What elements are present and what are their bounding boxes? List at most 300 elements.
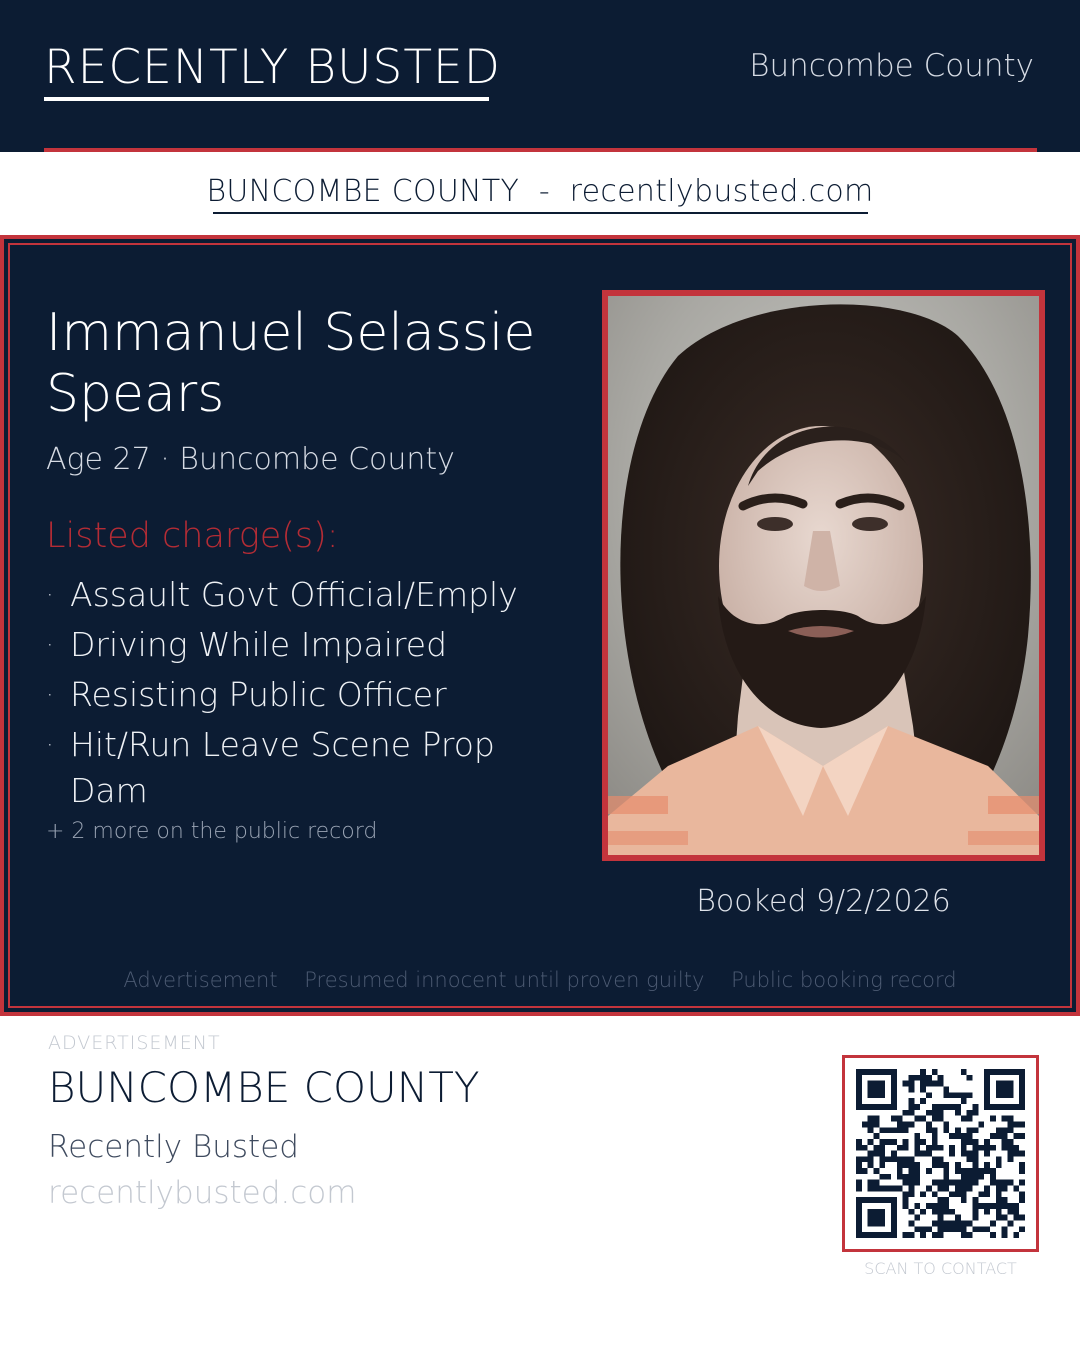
qr-module (920, 1098, 926, 1104)
qr-module (938, 1209, 944, 1215)
qr-module (932, 1133, 938, 1139)
charges-list (46, 572, 566, 818)
qr-code[interactable] (842, 1055, 1039, 1252)
qr-module (891, 1203, 897, 1209)
qr-module (984, 1203, 990, 1209)
qr-module (903, 1081, 909, 1087)
qr-module (926, 1081, 932, 1087)
qr-module (943, 1186, 949, 1192)
charge-item (46, 622, 566, 668)
bullet-icon: · (46, 731, 54, 759)
qr-module (862, 1156, 868, 1162)
qr-module (967, 1110, 973, 1116)
qr-module (856, 1215, 862, 1221)
qr-module (1019, 1168, 1025, 1174)
disclaimers (4, 968, 1076, 992)
qr-module (984, 1209, 990, 1215)
qr-module (973, 1180, 979, 1186)
qr-module (996, 1209, 1002, 1215)
qr-module (990, 1133, 996, 1139)
qr-module (856, 1139, 862, 1145)
qr-module (862, 1104, 868, 1110)
qr-module (920, 1139, 926, 1145)
qr-module (1019, 1191, 1025, 1197)
qr-module (949, 1226, 955, 1232)
qr-module (903, 1127, 909, 1133)
qr-module (891, 1221, 897, 1227)
qr-module (903, 1121, 909, 1127)
qr-module (973, 1145, 979, 1151)
qr-module (932, 1139, 938, 1145)
qr-module (967, 1133, 973, 1139)
brand-title[interactable]: RECENTLY BUSTED (44, 40, 501, 95)
qr-module (1019, 1075, 1025, 1081)
qr-module (949, 1151, 955, 1157)
qr-module (949, 1133, 955, 1139)
brand-underline (44, 97, 489, 101)
charge-item (46, 572, 566, 618)
booked-date: Booked 9/2/2026 (696, 884, 951, 919)
qr-module (897, 1116, 903, 1122)
charge-item (46, 722, 566, 814)
qr-module (897, 1127, 903, 1133)
qr-module (932, 1104, 938, 1110)
qr-module (1019, 1104, 1025, 1110)
qr-module (891, 1186, 897, 1192)
qr-module (908, 1221, 914, 1227)
qr-module (873, 1069, 879, 1075)
qr-module (926, 1075, 932, 1081)
qr-module (897, 1174, 903, 1180)
qr-module (873, 1221, 879, 1227)
qr-module (943, 1127, 949, 1133)
qr-module (885, 1069, 891, 1075)
qr-module (926, 1203, 932, 1209)
disclaimer-advertisement: Advertisement (123, 968, 278, 992)
qr-module (984, 1145, 990, 1151)
qr-module (885, 1139, 891, 1145)
qr-module (1019, 1162, 1025, 1168)
qr-module (891, 1081, 897, 1087)
qr-module (891, 1156, 897, 1162)
qr-module (1019, 1092, 1025, 1098)
qr-module (984, 1139, 990, 1145)
qr-module (1013, 1186, 1019, 1192)
qr-module (1019, 1151, 1025, 1157)
qr-module (1002, 1226, 1008, 1232)
qr-module (955, 1191, 961, 1197)
qr-module (1002, 1139, 1008, 1145)
qr-module (1013, 1151, 1019, 1157)
qr-module (932, 1156, 938, 1162)
qr-module (943, 1086, 949, 1092)
qr-module (908, 1180, 914, 1186)
qr-module (873, 1086, 879, 1092)
qr-module (949, 1180, 955, 1186)
qr-module (879, 1092, 885, 1098)
qr-module (856, 1145, 862, 1151)
qr-module (903, 1197, 909, 1203)
qr-module (873, 1180, 879, 1186)
qr-module (868, 1197, 874, 1203)
qr-module (914, 1162, 920, 1168)
qr-module (949, 1209, 955, 1215)
qr-module (908, 1156, 914, 1162)
qr-module (903, 1139, 909, 1145)
person-details: Age 27 · Buncombe County (46, 442, 455, 477)
qr-module (955, 1226, 961, 1232)
qr-module (961, 1168, 967, 1174)
qr-module (1008, 1180, 1014, 1186)
qr-module (1019, 1197, 1025, 1203)
qr-module (984, 1086, 990, 1092)
qr-module (967, 1186, 973, 1192)
qr-module (879, 1221, 885, 1227)
qr-module (1019, 1133, 1025, 1139)
qr-module (873, 1197, 879, 1203)
qr-module (943, 1221, 949, 1227)
qr-module (879, 1197, 885, 1203)
qr-module (903, 1156, 909, 1162)
qr-module (984, 1191, 990, 1197)
qr-module (967, 1168, 973, 1174)
qr-module (1008, 1121, 1014, 1127)
qr-module (943, 1162, 949, 1168)
qr-module (932, 1069, 938, 1075)
qr-module (926, 1092, 932, 1098)
qr-module (920, 1151, 926, 1157)
qr-module (873, 1081, 879, 1087)
qr-module (978, 1145, 984, 1151)
qr-module (990, 1104, 996, 1110)
qr-module (885, 1197, 891, 1203)
qr-module (879, 1069, 885, 1075)
qr-module (967, 1092, 973, 1098)
qr-module (914, 1104, 920, 1110)
qr-module (926, 1121, 932, 1127)
qr-module (879, 1151, 885, 1157)
qr-module (920, 1086, 926, 1092)
qr-module (1002, 1197, 1008, 1203)
qr-module (879, 1215, 885, 1221)
qr-module (920, 1191, 926, 1197)
charge-item (46, 672, 566, 718)
qr-module (961, 1226, 967, 1232)
qr-module (873, 1209, 879, 1215)
qr-module (973, 1209, 979, 1215)
qr-module (879, 1081, 885, 1087)
qr-module (868, 1180, 874, 1186)
qr-module (879, 1186, 885, 1192)
qr-module (897, 1162, 903, 1168)
qr-module (943, 1168, 949, 1174)
qr-module (856, 1197, 862, 1203)
qr-module (961, 1116, 967, 1122)
header-county: Buncombe County (749, 48, 1034, 84)
qr-module (856, 1168, 862, 1174)
qr-module (967, 1116, 973, 1122)
qr-module (897, 1145, 903, 1151)
qr-module (938, 1226, 944, 1232)
qr-module (908, 1075, 914, 1081)
qr-module (908, 1232, 914, 1238)
qr-module (868, 1186, 874, 1192)
qr-module (897, 1168, 903, 1174)
qr-module (856, 1162, 862, 1168)
qr-module (961, 1098, 967, 1104)
qr-module (885, 1186, 891, 1192)
qr-module (926, 1168, 932, 1174)
qr-module (932, 1180, 938, 1186)
qr-module (932, 1221, 938, 1227)
qr-module (868, 1086, 874, 1092)
qr-module (938, 1104, 944, 1110)
qr-module (891, 1075, 897, 1081)
qr-module (856, 1209, 862, 1215)
qr-module (984, 1081, 990, 1087)
qr-module (984, 1186, 990, 1192)
qr-module (868, 1104, 874, 1110)
qr-module (891, 1069, 897, 1075)
qr-module (996, 1092, 1002, 1098)
qr-module (885, 1156, 891, 1162)
qr-module (885, 1127, 891, 1133)
charge-text: Assault Govt Official/Emply (70, 575, 518, 614)
qr-module (996, 1162, 1002, 1168)
qr-module (996, 1215, 1002, 1221)
qr-module (996, 1156, 1002, 1162)
qr-module (996, 1069, 1002, 1075)
qr-module (961, 1186, 967, 1192)
qr-module (1013, 1215, 1019, 1221)
qr-module (1013, 1069, 1019, 1075)
qr-module (920, 1069, 926, 1075)
qr-module (984, 1069, 990, 1075)
person-name: Immanuel Selassie Spears (46, 303, 536, 424)
qr-module (938, 1145, 944, 1151)
qr-module (984, 1098, 990, 1104)
disclaimer-presumed-innocent: Presumed innocent until proven guilty (304, 968, 705, 992)
qr-module (914, 1174, 920, 1180)
qr-module (891, 1127, 897, 1133)
qr-module (868, 1081, 874, 1087)
qr-module (920, 1232, 926, 1238)
qr-module (862, 1069, 868, 1075)
qr-module (932, 1191, 938, 1197)
qr-module (920, 1209, 926, 1215)
qr-module (868, 1121, 874, 1127)
qr-module (879, 1232, 885, 1238)
qr-module (1013, 1121, 1019, 1127)
qr-module (996, 1086, 1002, 1092)
qr-module (973, 1174, 979, 1180)
qr-module (868, 1232, 874, 1238)
qr-module (955, 1127, 961, 1133)
qr-module (961, 1133, 967, 1139)
qr-module (1002, 1133, 1008, 1139)
qr-module (949, 1221, 955, 1227)
qr-module (879, 1162, 885, 1168)
qr-module (856, 1075, 862, 1081)
qr-module (1002, 1116, 1008, 1122)
qr-module (920, 1075, 926, 1081)
qr-module (943, 1226, 949, 1232)
qr-module (879, 1127, 885, 1133)
qr-module (967, 1139, 973, 1145)
qr-module (856, 1180, 862, 1186)
qr-module (908, 1168, 914, 1174)
qr-module (973, 1110, 979, 1116)
qr-module (967, 1127, 973, 1133)
qr-module (908, 1086, 914, 1092)
qr-module (990, 1116, 996, 1122)
qr-module (885, 1174, 891, 1180)
qr-module (996, 1197, 1002, 1203)
qr-module (914, 1133, 920, 1139)
qr-module (914, 1168, 920, 1174)
qr-module (908, 1081, 914, 1087)
qr-module (978, 1168, 984, 1174)
ad-county: BUNCOMBE COUNTY (48, 1063, 480, 1112)
qr-module (955, 1092, 961, 1098)
qr-module (908, 1191, 914, 1197)
qr-module (990, 1180, 996, 1186)
qr-module (938, 1197, 944, 1203)
qr-module (1008, 1116, 1014, 1122)
qr-module (908, 1186, 914, 1192)
qr-module (943, 1121, 949, 1127)
qr-module (955, 1180, 961, 1186)
qr-module (973, 1197, 979, 1203)
qr-module (973, 1162, 979, 1168)
qr-module (943, 1209, 949, 1215)
qr-module (932, 1203, 938, 1209)
subtitle-underline (213, 212, 868, 214)
qr-module (961, 1145, 967, 1151)
qr-module (862, 1197, 868, 1203)
qr-module (891, 1098, 897, 1104)
qr-module (879, 1156, 885, 1162)
qr-module (961, 1069, 967, 1075)
qr-module (891, 1086, 897, 1092)
qr-module (926, 1226, 932, 1232)
qr-module (897, 1121, 903, 1127)
qr-module (973, 1127, 979, 1133)
qr-module (856, 1104, 862, 1110)
qr-module (932, 1232, 938, 1238)
qr-module (1008, 1145, 1014, 1151)
qr-module (996, 1203, 1002, 1209)
qr-module (926, 1110, 932, 1116)
qr-module (920, 1226, 926, 1232)
qr-module (868, 1156, 874, 1162)
qr-module (1013, 1232, 1019, 1238)
qr-module (938, 1110, 944, 1116)
qr-module (1019, 1098, 1025, 1104)
qr-module (955, 1133, 961, 1139)
qr-module (926, 1127, 932, 1133)
qr-module (1002, 1069, 1008, 1075)
qr-module (873, 1215, 879, 1221)
qr-module (943, 1197, 949, 1203)
qr-module (984, 1092, 990, 1098)
qr-module (891, 1139, 897, 1145)
qr-module (873, 1232, 879, 1238)
qr-module (926, 1151, 932, 1157)
qr-module (1002, 1086, 1008, 1092)
qr-module (955, 1110, 961, 1116)
qr-module (1008, 1081, 1014, 1087)
qr-module (856, 1069, 862, 1075)
qr-module (932, 1127, 938, 1133)
qr-module (984, 1162, 990, 1168)
qr-module (908, 1209, 914, 1215)
qr-module (978, 1191, 984, 1197)
qr-module (868, 1069, 874, 1075)
header-divider (44, 148, 1037, 152)
qr-module (891, 1197, 897, 1203)
qr-module (961, 1092, 967, 1098)
ad-url-link[interactable]: recentlybusted.com (48, 1175, 357, 1211)
qr-module (932, 1209, 938, 1215)
qr-module (978, 1174, 984, 1180)
qr-module (873, 1092, 879, 1098)
qr-module (914, 1116, 920, 1122)
qr-module (914, 1075, 920, 1081)
qr-caption: SCAN TO CONTACT (864, 1259, 1017, 1278)
qr-module (1013, 1203, 1019, 1209)
qr-module (1008, 1156, 1014, 1162)
qr-module (984, 1168, 990, 1174)
qr-module (1002, 1104, 1008, 1110)
qr-module (938, 1081, 944, 1087)
qr-module (973, 1226, 979, 1232)
qr-module (873, 1168, 879, 1174)
qr-module (891, 1092, 897, 1098)
qr-module (967, 1180, 973, 1186)
qr-module (873, 1133, 879, 1139)
qr-module (943, 1092, 949, 1098)
qr-module (1008, 1203, 1014, 1209)
qr-module (903, 1191, 909, 1197)
qr-module (903, 1110, 909, 1116)
qr-module (891, 1232, 897, 1238)
qr-module (926, 1186, 932, 1192)
qr-module (914, 1139, 920, 1145)
qr-module (856, 1092, 862, 1098)
ad-brand: Recently Busted (48, 1129, 299, 1165)
qr-module (943, 1174, 949, 1180)
qr-module (908, 1098, 914, 1104)
qr-module (967, 1151, 973, 1157)
qr-module (932, 1162, 938, 1168)
qr-module (938, 1221, 944, 1227)
qr-module (914, 1215, 920, 1221)
qr-module (955, 1186, 961, 1192)
qr-module (996, 1127, 1002, 1133)
qr-module (990, 1174, 996, 1180)
qr-module (856, 1081, 862, 1087)
qr-module (914, 1226, 920, 1232)
subtitle-link[interactable]: BUNCOMBE COUNTY - recentlybusted.com (206, 174, 874, 209)
qr-module (996, 1104, 1002, 1110)
qr-module (1008, 1221, 1014, 1227)
booking-card (0, 235, 1080, 1016)
qr-module (868, 1215, 874, 1221)
qr-module (891, 1226, 897, 1232)
qr-module (908, 1104, 914, 1110)
qr-module (908, 1162, 914, 1168)
